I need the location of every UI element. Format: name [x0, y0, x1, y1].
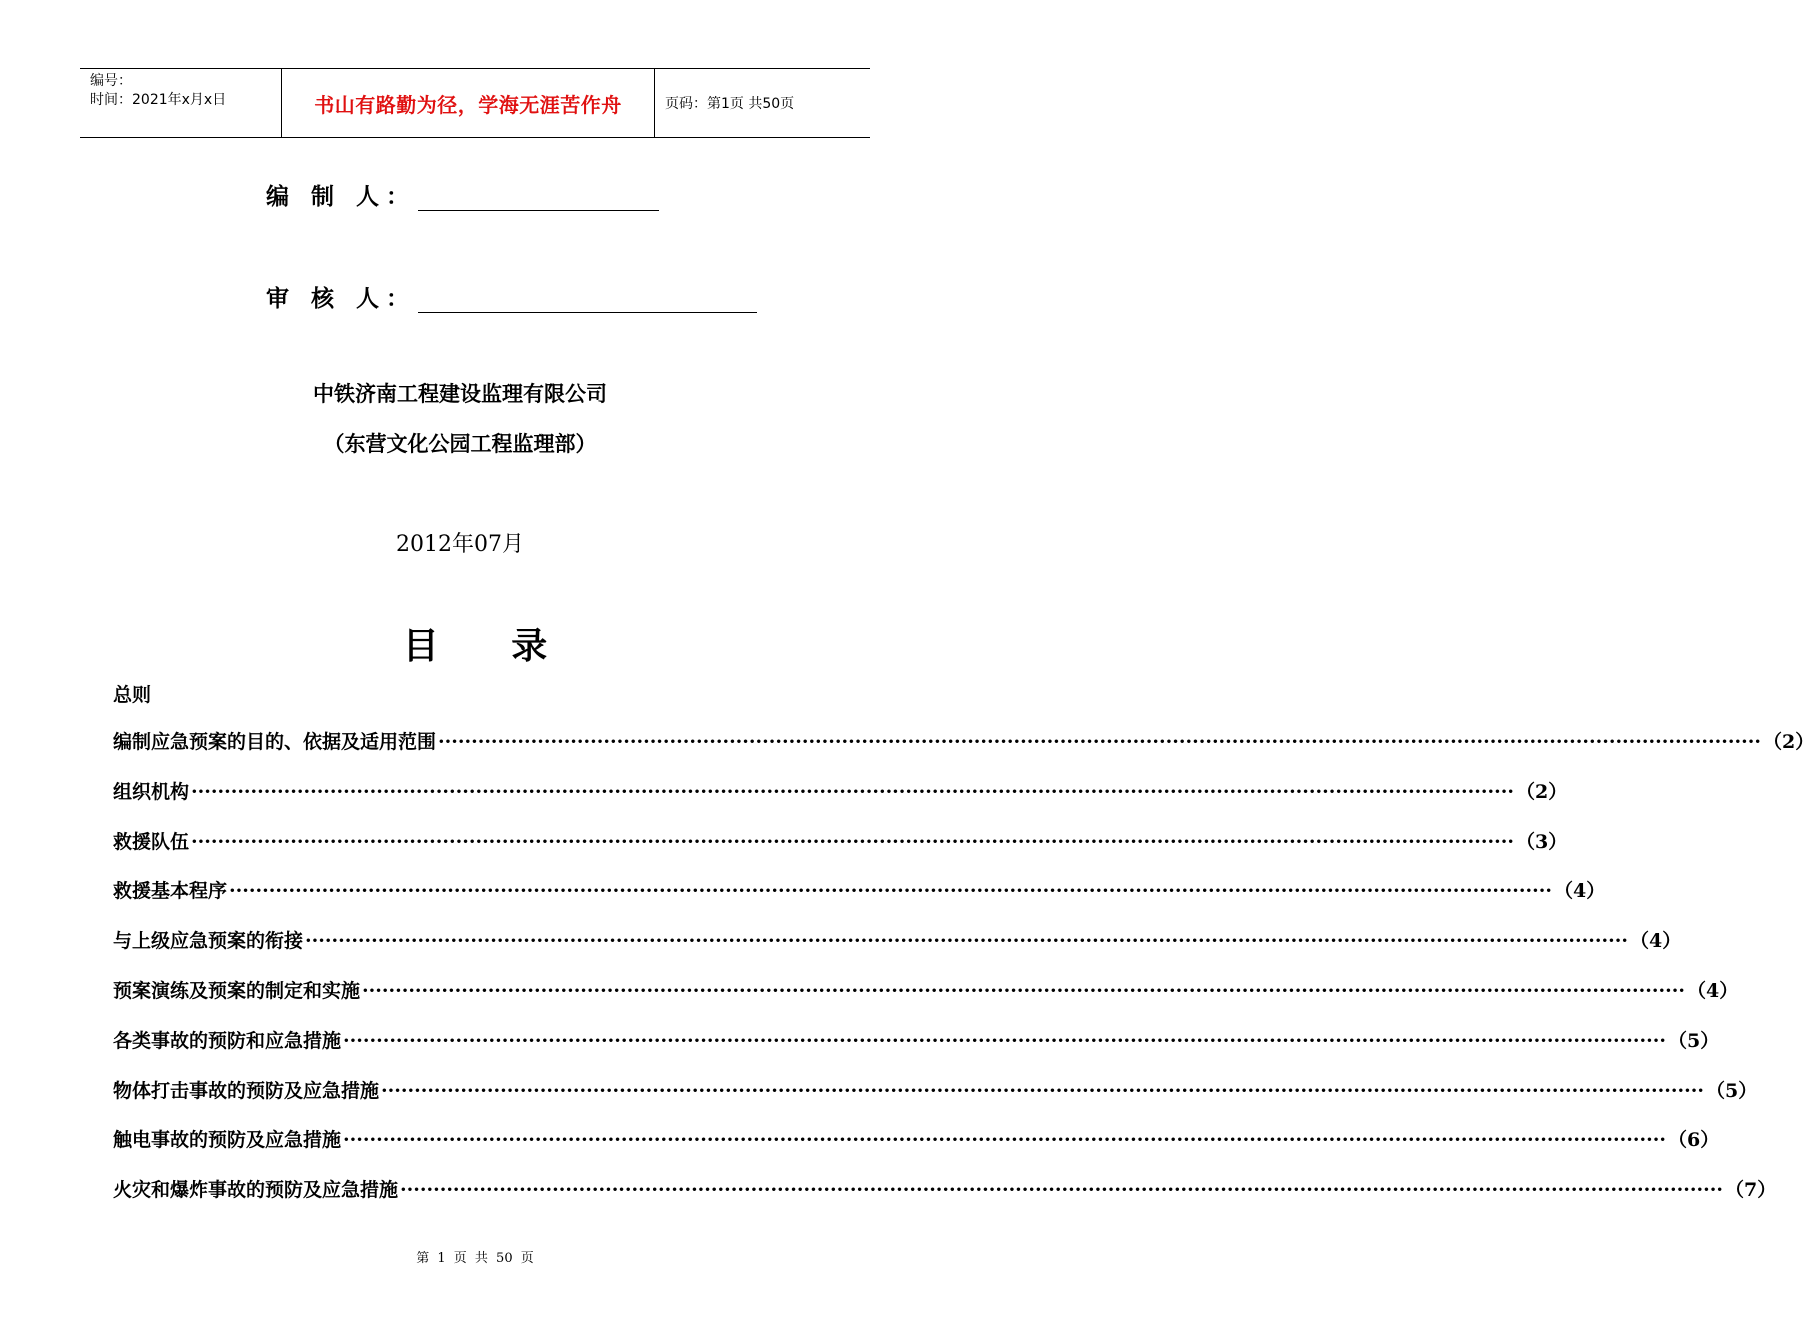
signature-reviewer-label: 审 核 人： — [266, 286, 417, 312]
signature-editor-line — [418, 186, 659, 211]
toc-item-page: （5） — [1705, 1079, 1758, 1102]
toc-item-page: （3） — [1515, 830, 1568, 853]
toc-item[interactable] — [113, 727, 1814, 777]
header-meta — [80, 69, 282, 137]
toc-title: 目 录 — [402, 625, 578, 667]
toc-item-title: 与上级应急预案的衔接 — [113, 930, 304, 953]
signature-reviewer-line — [418, 288, 757, 313]
toc-item-title: 火灾和爆炸事故的预防及应急措施 — [113, 1179, 399, 1202]
header-motto: 书山有路勤为径，学海无涯苦作舟 — [282, 69, 655, 137]
toc-leader-dots: ········································································································································································································ — [191, 780, 1514, 803]
toc-item-page: （7） — [1724, 1179, 1777, 1202]
toc-item-page: （2） — [1515, 780, 1568, 803]
signature-editor — [266, 178, 659, 211]
toc-item-title: 物体打击事故的预防及应急措施 — [113, 1079, 380, 1102]
toc-leader-dots: ········································································································································································································ — [191, 830, 1514, 853]
number-label: 编号： — [90, 73, 132, 89]
time-label: 时间：2021年x月x日 — [90, 92, 227, 108]
toc-item[interactable] — [113, 926, 1682, 976]
signature-reviewer — [266, 280, 757, 313]
header-page-info: 页码：第1页 共50页 — [665, 96, 795, 112]
toc-item-page: （6） — [1667, 1129, 1720, 1152]
toc-leader-dots: ········································································································································································································ — [343, 1029, 1666, 1052]
document-date: 2012年07月 — [396, 532, 524, 557]
toc-item-title: 触电事故的预防及应急措施 — [113, 1129, 342, 1152]
toc-item-title: 各类事故的预防和应急措施 — [113, 1029, 342, 1052]
toc-leader-dots: ········································································································································································································ — [362, 979, 1685, 1002]
toc-leader-dots: ········································································································································································································ — [400, 1179, 1723, 1202]
toc-leader-dots: ········································································································································································································ — [229, 880, 1552, 903]
company-name: 中铁济南工程建设监理有限公司 — [313, 381, 607, 406]
toc-item-page: （4） — [1686, 979, 1739, 1002]
toc-item[interactable] — [113, 827, 1568, 877]
toc-item-title: 预案演练及预案的制定和实施 — [113, 979, 361, 1002]
toc-item-page: （2） — [1762, 731, 1814, 753]
toc-list — [113, 727, 1814, 1225]
toc-item-page: （5） — [1667, 1029, 1720, 1052]
page-footer: 第 1 页 共 50 页 — [416, 1251, 534, 1266]
signature-editor-label: 编 制 人： — [266, 184, 417, 210]
toc-item-page: （4） — [1553, 880, 1606, 903]
toc-item[interactable] — [113, 1076, 1758, 1126]
toc-leader-dots: ········································································································································································································ — [343, 1129, 1666, 1152]
toc-item[interactable] — [113, 1026, 1720, 1076]
department-name: （东营文化公园工程监理部） — [323, 431, 597, 456]
toc-item[interactable] — [113, 1175, 1777, 1225]
toc-item-title: 救援基本程序 — [113, 880, 228, 903]
toc-item-title: 救援队伍 — [113, 830, 190, 853]
toc-item[interactable] — [113, 1125, 1720, 1175]
toc-leader-dots: ········································································································································································································ — [381, 1079, 1704, 1102]
toc-leader-dots: ········································································································································································································ — [305, 930, 1628, 953]
page-header — [80, 68, 870, 138]
toc-item[interactable] — [113, 976, 1739, 1026]
toc-item[interactable] — [113, 777, 1568, 827]
toc-heading: 总则 — [113, 684, 152, 706]
toc-item[interactable] — [113, 876, 1606, 926]
toc-item-title: 组织机构 — [113, 780, 190, 803]
toc-item-title: 编制应急预案的目的、依据及适用范围 — [113, 731, 437, 753]
toc-leader-dots: ········································································································································································································ — [438, 731, 1761, 753]
toc-item-page: （4） — [1629, 930, 1682, 953]
